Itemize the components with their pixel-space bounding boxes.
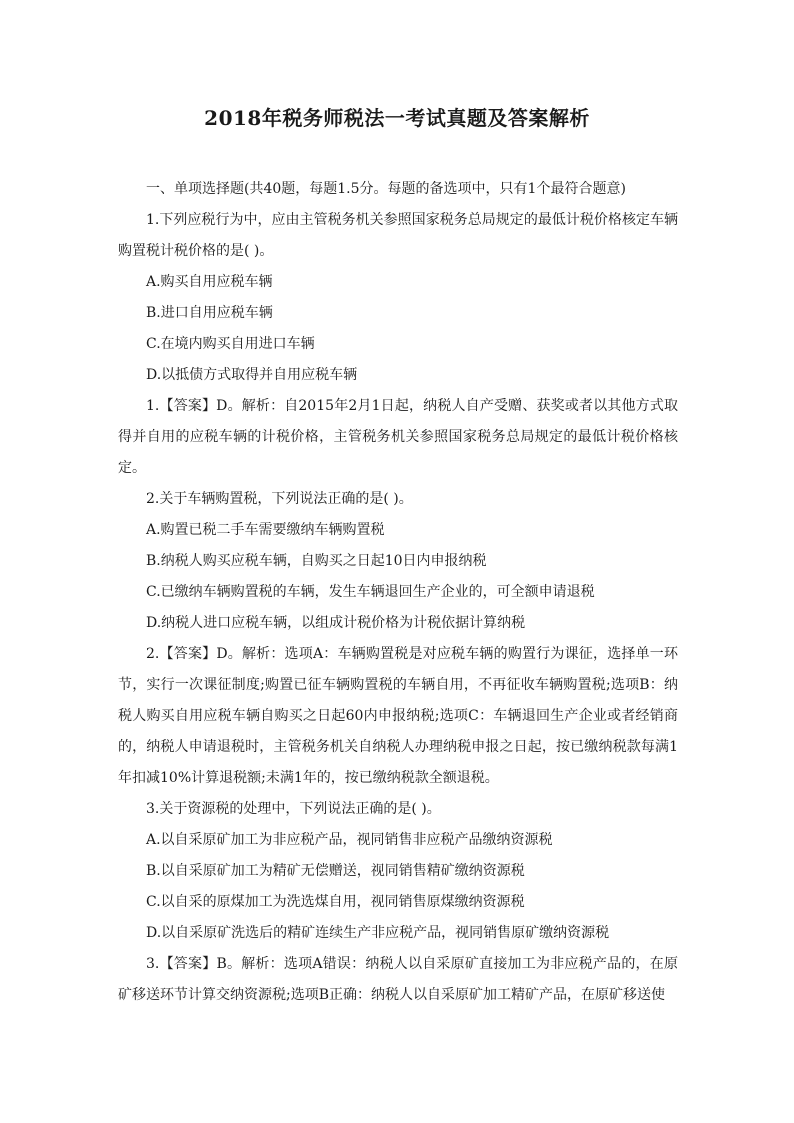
section-header: 一、单项选择题(共40题，每题1.5分。每题的备选项中，只有1个最符合题意) [146, 181, 626, 197]
question-2-option-d: D.纳税人进口应税车辆，以组成计税价格为计税依据计算纳税 [146, 615, 526, 631]
question-1-stem: 1.下列应税行为中，应由主管税务机关参照国家税务总局规定的最低计税价格核定车辆购置税计税价格的是( )。 [118, 212, 678, 259]
question-3-option-d: D.以自采原矿洗选后的精矿连续生产非应税产品，视同销售原矿缴纳资源税 [146, 925, 610, 941]
question-3-option-b: B.以自采原矿加工为精矿无偿赠送，视同销售精矿缴纳资源税 [146, 863, 525, 879]
question-2-stem: 2.关于车辆购置税，下列说法正确的是( )。 [146, 491, 413, 507]
question-1-option-c: C.在境内购买自用进口车辆 [146, 336, 315, 352]
question-1-option-a: A.购买自用应税车辆 [146, 274, 273, 290]
question-1-answer: 1.【答案】D。解析：自2015年2月1日起，纳税人自产受赠、获奖或者以其他方式取得并自用的应税车辆的计税价格，主管税务机关参照国家税务总局规定的最低计税价格核定。 [118, 398, 678, 476]
document-body [118, 174, 678, 1011]
question-3-option-c: C.以自采的原煤加工为洗选煤自用，视同销售原煤缴纳资源税 [146, 894, 525, 910]
question-2-answer: 2.【答案】D。解析：选项A：车辆购置税是对应税车辆的购置行为课征，选择单一环节，实行一次课征制度;购置已征车辆购置税的车辆自用，不再征收车辆购置税;选项B：纳税人购买自用应税车辆自购买之日起60内申报纳税;选项C：车辆退回生产企业或者经销商的，纳税人申请退税时，主管税务机关自纳税人办理纳税申报之日起，按已缴纳税款每满1年扣减10%计算退税额;未满1年的，按已缴纳税款全额退税。 [118, 646, 678, 786]
question-2-option-c: C.已缴纳车辆购置税的车辆，发生车辆退回生产企业的，可全额申请退税 [146, 584, 595, 600]
question-2-option-a: A.购置已税二手车需要缴纳车辆购置税 [146, 522, 385, 538]
question-3-option-a: A.以自采原矿加工为非应税产品，视同销售非应税产品缴纳资源税 [146, 832, 553, 848]
question-2-option-b: B.纳税人购买应税车辆，自购买之日起10日内申报纳税 [146, 553, 487, 569]
question-3-answer: 3.【答案】B。解析：选项A错误：纳税人以自采原矿直接加工为非应税产品的，在原矿移送环节计算交纳资源税;选项B正确：纳税人以自采原矿加工精矿产品，在原矿移送使 [118, 956, 678, 1003]
question-1-option-b: B.进口自用应税车辆 [146, 305, 273, 321]
document-title: 2018年税务师税法一考试真题及答案解析 [204, 106, 590, 130]
question-3-stem: 3.关于资源税的处理中，下列说法正确的是( )。 [146, 801, 441, 817]
question-1-option-d: D.以抵债方式取得并自用应税车辆 [146, 367, 358, 383]
